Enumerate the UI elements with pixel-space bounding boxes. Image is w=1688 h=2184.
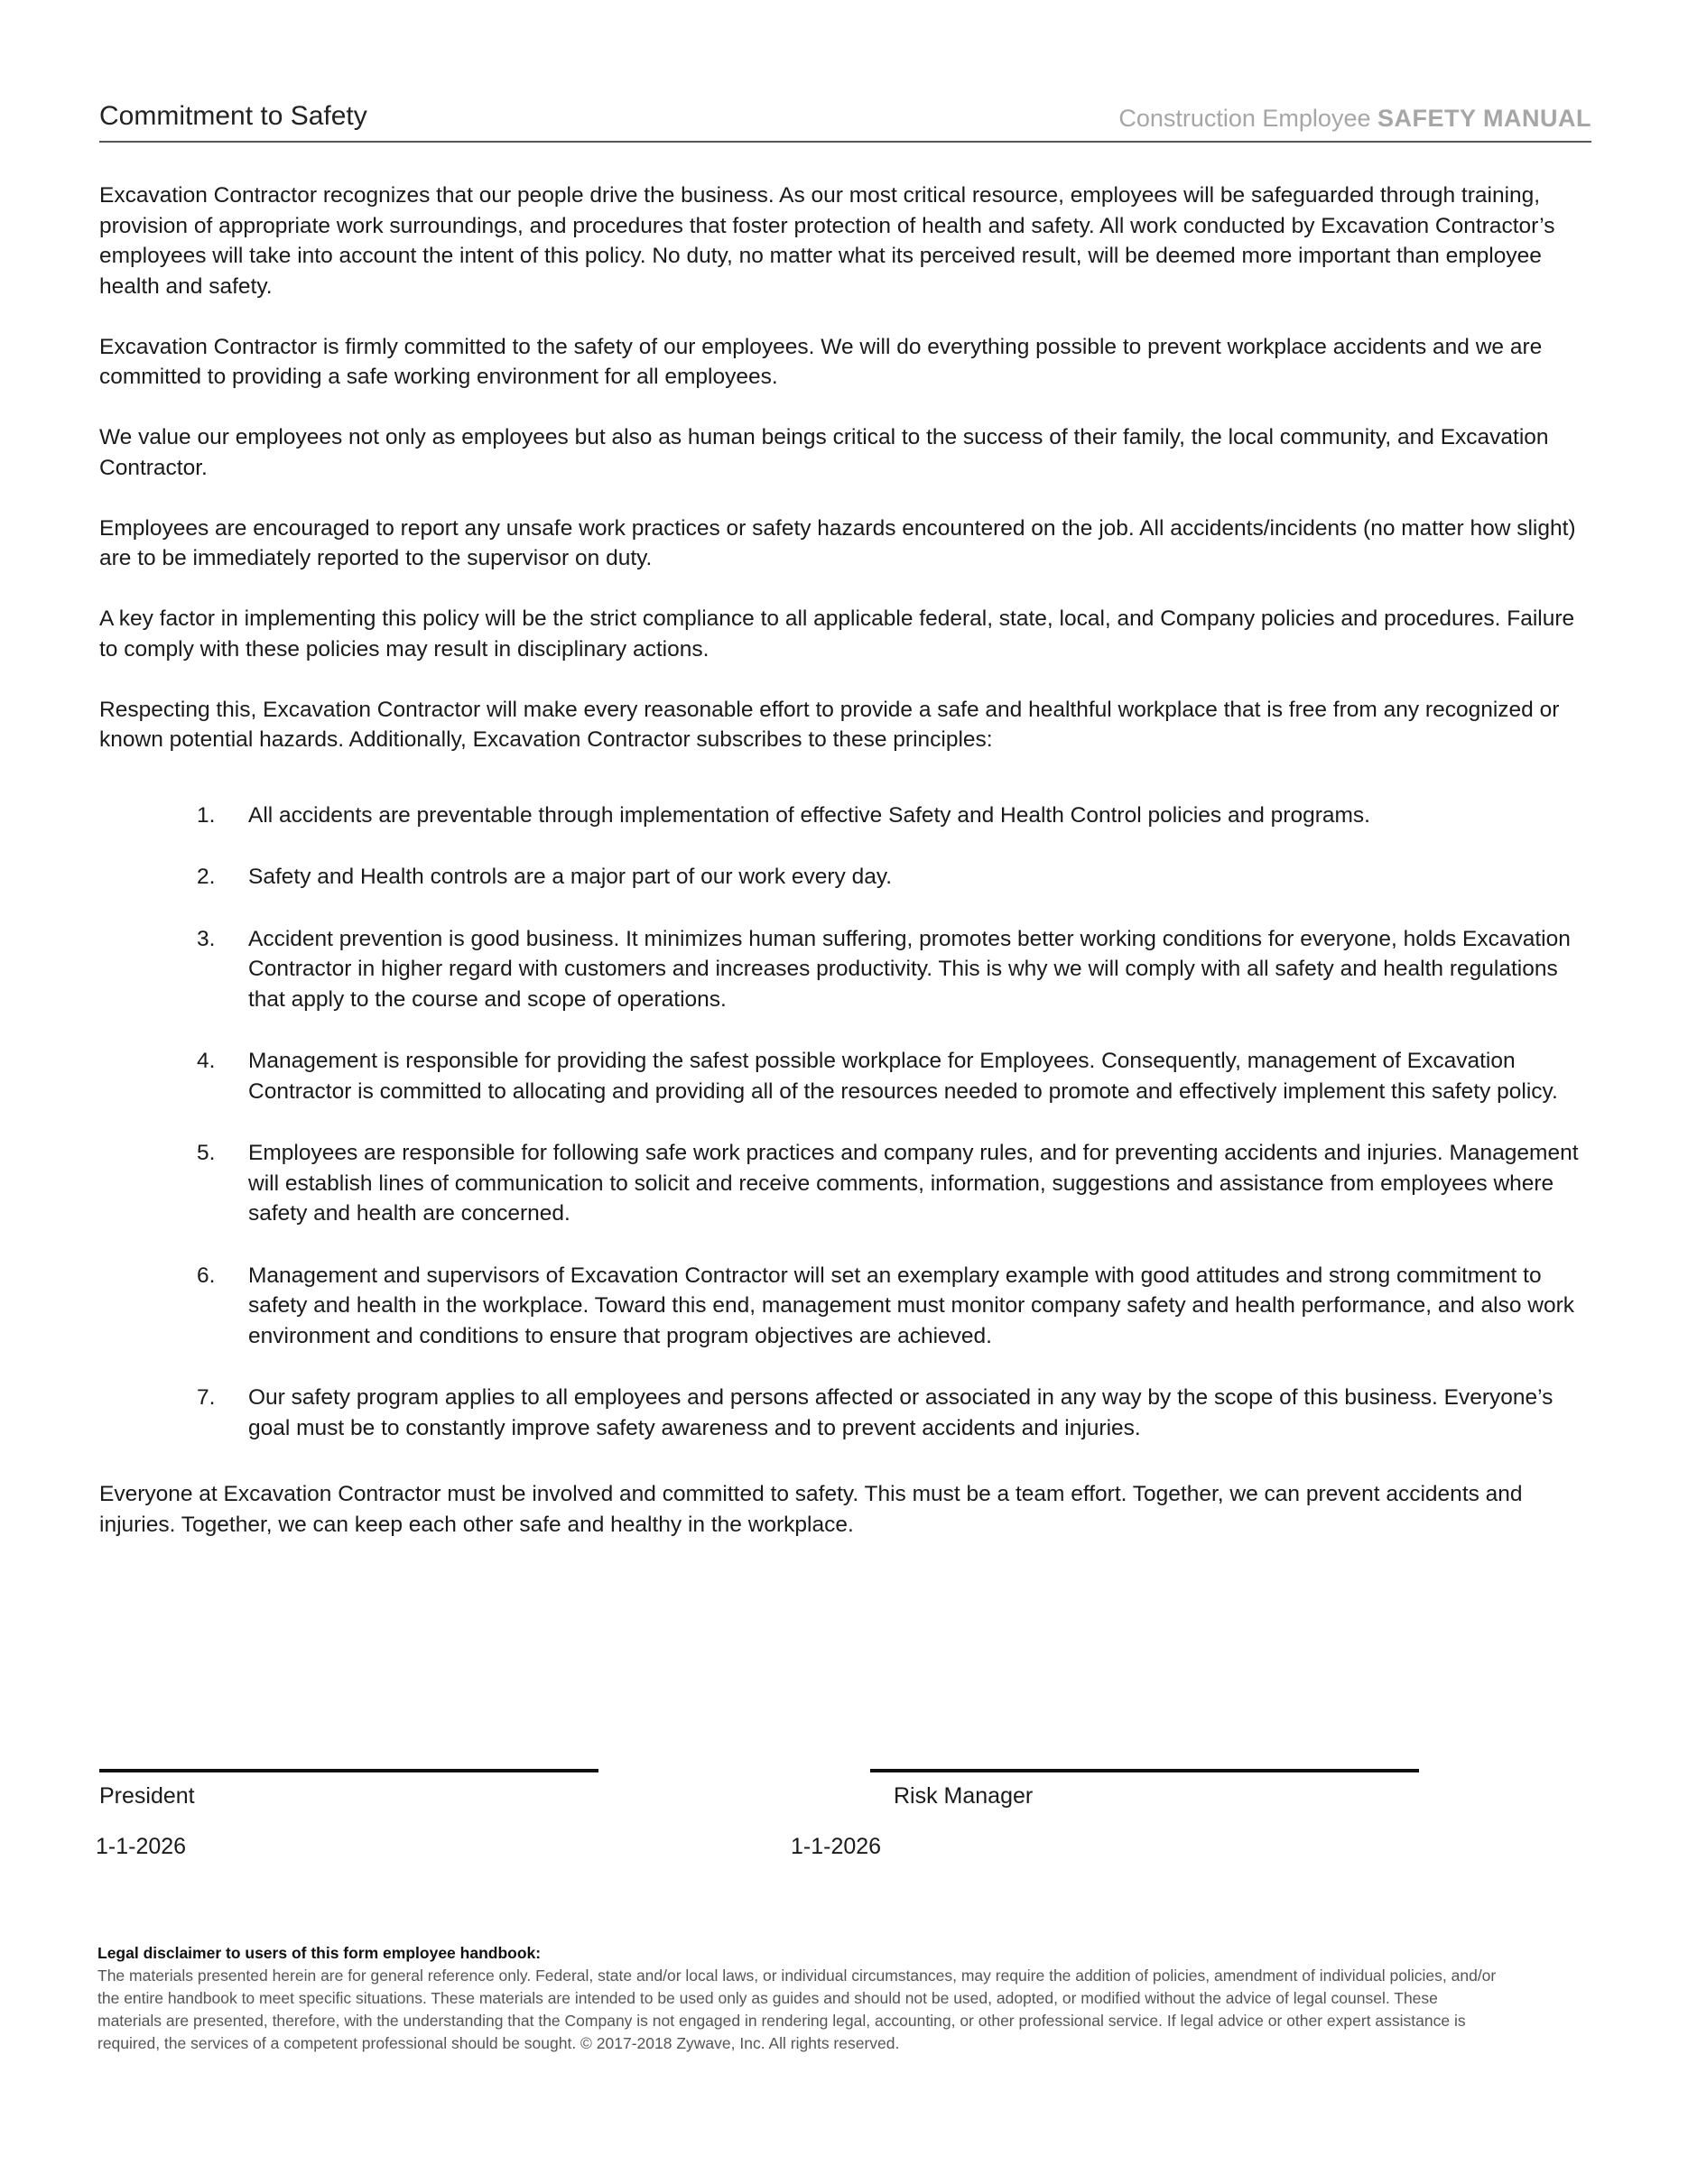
principle-text: Management is responsible for providing the safest possible workplace for Employees. Consequently, management of Excavation Contractor is committed to allocating and providing all of the resources needed to promote and effectively implement this safety policy. — [248, 1049, 1558, 1104]
president-label: President — [99, 1783, 195, 1809]
risk-manager-label: Risk Manager — [894, 1783, 1034, 1809]
principle-item — [99, 1046, 1593, 1106]
policy-paragraph: Respecting this, Excavation Contractor will make every reasonable effort to provide a safe and healthful workplace that is free from any recognized or known potential hazards. Additionally, Excavation Contractor subscribes to these principles: — [99, 697, 1560, 752]
legal-disclaimer — [97, 1942, 1506, 2055]
policy-body — [99, 180, 1593, 1570]
principle-item — [99, 862, 1593, 893]
policy-paragraph: We value our employees not only as employees but also as human beings critical to the success of their family, the local community, and Excavation Contractor. — [99, 425, 1549, 480]
policy-paragraph: A key factor in implementing this policy will be the strict compliance to all applicable federal, state, local, and Company policies and procedures. Failure to comply with these policies may result in disciplinary actions. — [99, 606, 1575, 662]
principle-text: Employees are responsible for following safe work practices and company rules, and for preventing accidents and injuries. Management will establish lines of communication to solicit and receive comments, information, suggestions and assistance from employees where safety and health are concerned. — [248, 1141, 1579, 1226]
principle-text: Our safety program applies to all employees and persons affected or associated in any way by the scope of this business. Everyone’s goal must be to constantly improve safety awareness and to prevent accidents and injuries. — [248, 1385, 1554, 1440]
disclaimer-text: The materials presented herein are for general reference only. Federal, state and/or local laws, or individual circumstances, may require the addition of policies, amendment of individual policies, and/or the entire handbook to meet specific situations. These materials are intended to be used only as guides and should not be used, adopted, or modified without the advice of legal counsel. These materials are presented, therefore, with the understanding that the Company is not engaged in rendering legal, accounting, or other professional service. If legal advice or other expert assistance is required, the services of a competent professional should be sought. © 2017-2018 Zywave, Inc. All rights reserved. — [97, 1967, 1497, 2052]
principles-list — [99, 800, 1593, 1444]
page-header — [99, 97, 1591, 143]
principle-text: All accidents are preventable through implementation of effective Safety and Health Control policies and programs. — [248, 802, 1370, 828]
principle-number: 1. — [197, 802, 216, 828]
page-title: Commitment to Safety — [99, 101, 367, 131]
principle-number: 3. — [197, 926, 216, 951]
principle-item — [99, 1383, 1593, 1443]
principle-item — [99, 1138, 1593, 1229]
policy-paragraph: Excavation Contractor is firmly committed to the safety of our employees. We will do everything possible to prevent workplace accidents and we are committed to providing a safe working environment for all employees. — [99, 334, 1543, 389]
principle-number: 2. — [197, 865, 216, 889]
manual-brand-light: Construction Employee — [1118, 105, 1377, 132]
risk-manager-date: 1-1-2026 — [791, 1834, 882, 1859]
principle-text: Management and supervisors of Excavation Contractor will set an exemplary example with good attitudes and strong commitment to safety and health in the workplace. Toward this end, management must monitor company safety and health performance, and also work environment and conditions to ensure that program objectives are achieved. — [248, 1263, 1574, 1348]
president-signature-line — [99, 1769, 598, 1772]
principle-item — [99, 1261, 1593, 1352]
policy-paragraph: Employees are encouraged to report any unsafe work practices or safety hazards encountered on the job. All accidents/incidents (no matter how slight) are to be immediately reported to the supervisor on duty. — [99, 515, 1576, 570]
closing-paragraph: Everyone at Excavation Contractor must be involved and committed to safety. This must be a team effort. Together, we can prevent accidents and injuries. Together, we can keep each other safe and healthy in the workplace. — [99, 1482, 1523, 1537]
disclaimer-title: Legal disclaimer to users of this form employee handbook: — [97, 1944, 542, 1962]
manual-brand — [1118, 105, 1591, 133]
principle-text: Accident prevention is good business. It minimizes human suffering, promotes better working conditions for everyone, holds Excavation Contractor in higher regard with customers and increases productivity. This is why we will comply with all safety and health regulations that apply to the course and scope of operations. — [248, 926, 1571, 1012]
principle-item — [99, 800, 1593, 831]
policy-paragraph: Excavation Contractor recognizes that our people drive the business. As our most critical resource, employees will be safeguarded through training, provision of appropriate work surroundings, and procedures that foster protection of health and safety. All work conducted by Excavation Contractor’s employees will take into account the intent of this policy. No duty, no matter what its perceived result, will be deemed more important than employee health and safety. — [99, 183, 1555, 299]
president-date: 1-1-2026 — [96, 1834, 187, 1859]
principle-number: 4. — [197, 1049, 216, 1073]
principle-number: 5. — [197, 1141, 216, 1165]
manual-brand-bold: SAFETY MANUAL — [1377, 105, 1591, 132]
principle-number: 7. — [197, 1385, 216, 1410]
risk-manager-signature-line — [870, 1769, 1419, 1772]
principle-text: Safety and Health controls are a major part of our work every day. — [248, 865, 893, 889]
principle-item — [99, 924, 1593, 1015]
principle-number: 6. — [197, 1263, 216, 1288]
